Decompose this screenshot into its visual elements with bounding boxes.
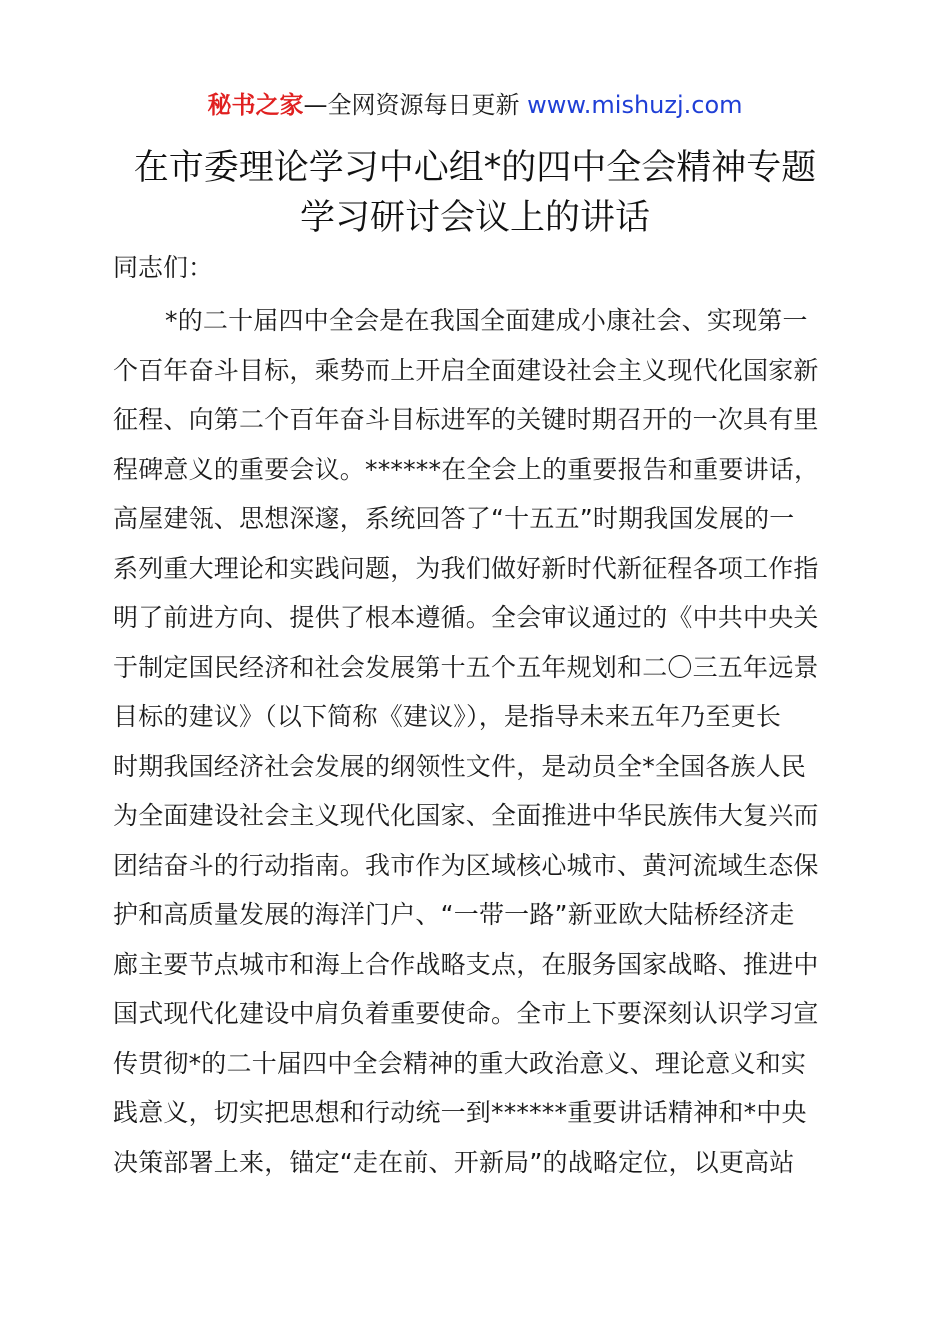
body-line: 目标的建议》（以下简称《建议》），是指导未来五年乃至更长 (113, 702, 782, 731)
banner-tagline: —全网资源每日更新 (303, 91, 528, 119)
body-line: 国式现代化建设中肩负着重要使命。全市上下要深刻认识学习宣 (113, 999, 819, 1028)
site-url[interactable]: www.mishuzj.com (527, 91, 743, 119)
body-line: *的二十届四中全会是在我国全面建成小康社会、实现第一 (165, 306, 808, 335)
body-line: 系列重大理论和实践问题，为我们做好新时代新征程各项工作指 (113, 553, 819, 583)
body-line: 团结奋斗的行动指南。我市作为区域核心城市、黄河流域生态保 (113, 850, 819, 880)
body-line: 个百年奋斗目标，乘势而上开启全面建设社会主义现代化国家新 (113, 355, 819, 385)
site-banner (0, 88, 950, 122)
body-line: 明了前进方向、提供了根本遵循。全会审议通过的《中共中央关 (113, 603, 819, 632)
brand-name: 秘书之家 (207, 91, 304, 119)
body-line: 传贯彻*的二十届四中全会精神的重大政治意义、理论意义和实 (113, 1048, 807, 1078)
body-line: 决策部署上来，锚定“走在前、开新局”的战略定位，以更高站 (113, 1147, 795, 1177)
body-line: 护和高质量发展的海洋门户、“一带一路”新亚欧大陆桥经济走 (113, 900, 795, 929)
body-line: 廊主要节点城市和海上合作战略支点，在服务国家战略、推进中 (113, 949, 819, 979)
body-line: 征程、向第二个百年奋斗目标进军的关键时期召开的一次具有里 (113, 405, 819, 434)
body-paragraph (113, 296, 843, 1187)
salutation: 同志们： (113, 253, 214, 282)
document-title (60, 143, 890, 243)
title-line: 学习研讨会议上的讲话 (299, 198, 650, 238)
body-line: 于制定国民经济和社会发展第十五个五年规划和二〇三五年远景 (113, 652, 819, 682)
body-line: 高屋建瓴、思想深邃，系统回答了“十五五”时期我国发展的一 (113, 504, 795, 533)
body-line: 时期我国经济社会发展的纲领性文件，是动员全*全国各族人民 (113, 751, 807, 781)
body-line: 为全面建设社会主义现代化国家、全面推进中华民族伟大复兴而 (113, 801, 819, 830)
body-line: 践意义，切实把思想和行动统一到******重要讲话精神和*中央 (113, 1098, 807, 1127)
title-line: 在市委理论学习中心组*的四中全会精神专题 (133, 148, 817, 188)
body-line: 程碑意义的重要会议。******在全会上的重要报告和重要讲话， (113, 454, 820, 484)
